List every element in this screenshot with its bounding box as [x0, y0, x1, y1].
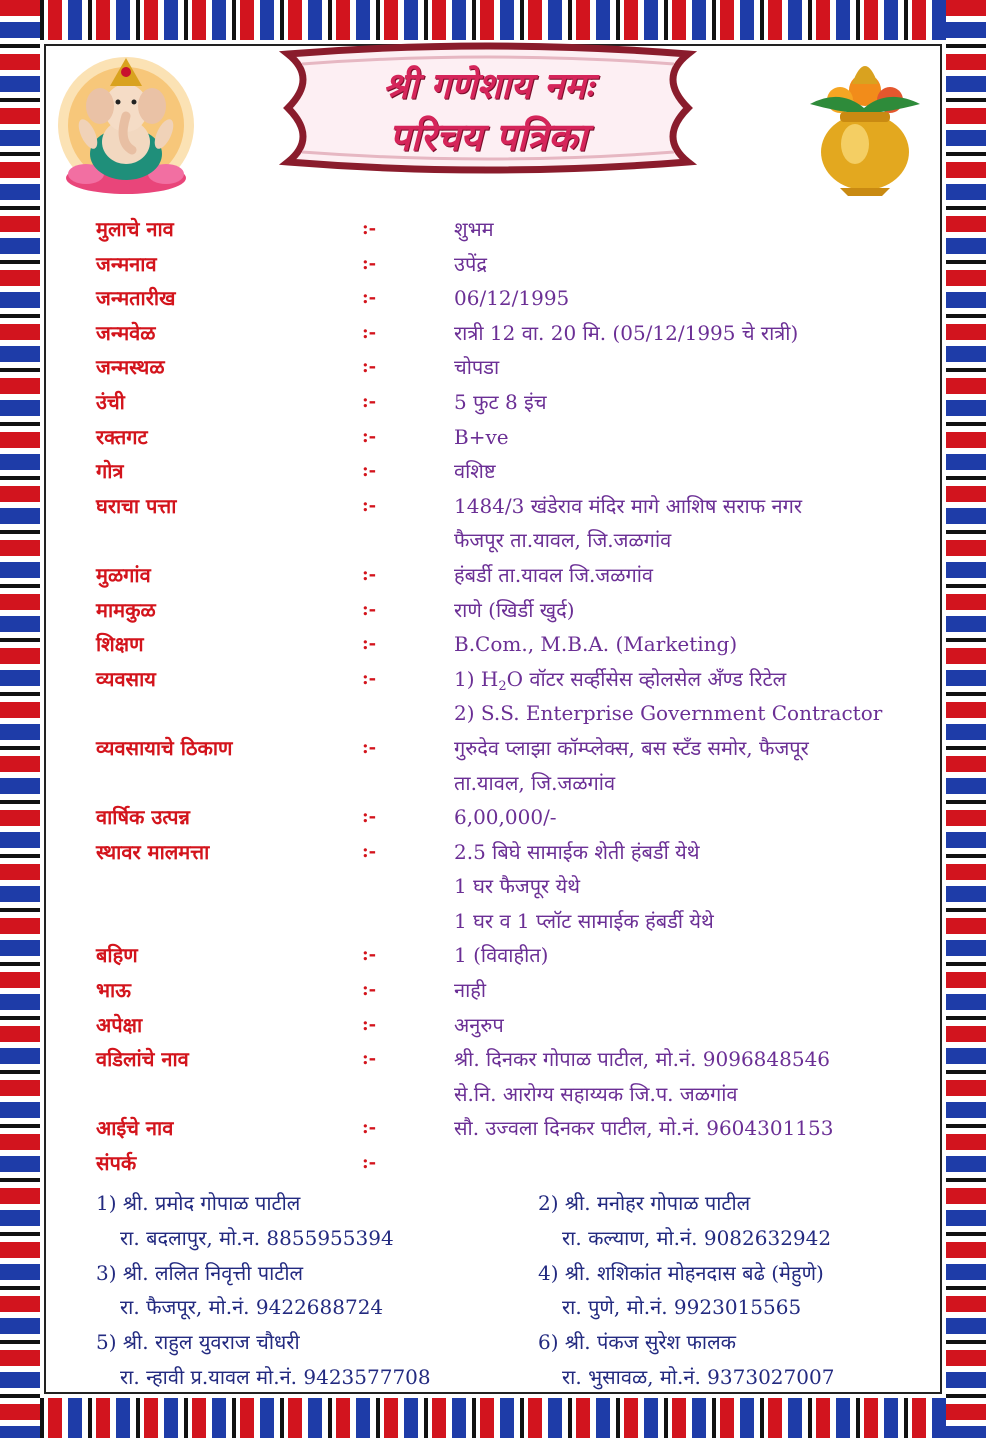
detail-value: 1 घर व 1 प्लॉट सामाईक हंबर्डी येथे — [454, 908, 714, 933]
detail-label: जन्मनाव — [96, 251, 157, 276]
contact-item — [96, 1186, 538, 1256]
contact-item — [96, 1325, 538, 1395]
detail-label: उंची — [96, 389, 125, 414]
detail-row-birth-name — [96, 247, 916, 282]
detail-label: मामकुळ — [96, 597, 156, 622]
detail-label: व्यवसाय — [96, 666, 156, 691]
contact-detail: रा. भुसावळ, मो.नं. 9373027007 — [562, 1364, 835, 1389]
title-shree-ganeshaya: श्री गणेशाय नमः — [383, 66, 593, 107]
detail-value: 06/12/1995 — [454, 286, 570, 311]
detail-separator: :- — [362, 218, 377, 239]
detail-value: श्री. दिनकर गोपाळ पाटील, मो.नं. 9096848546 — [454, 1047, 831, 1072]
detail-separator: :- — [362, 1048, 377, 1070]
detail-value: शुभम — [454, 217, 494, 241]
detail-separator: :- — [362, 425, 377, 447]
detail-value: गुरुदेव प्लाझा कॉम्प्लेक्स, बस स्टँड समोर, फैजपूर — [454, 735, 809, 760]
detail-row-gotra — [96, 454, 916, 489]
detail-value: 1484/3 खंडेराव मंदिर मागे आशिष सराफ नगर — [454, 493, 803, 518]
contact-detail: रा. न्हावी प्र.यावल मो.नं. 9423577708 — [120, 1364, 431, 1389]
contact-detail: रा. बदलापुर, मो.न. 8855955394 — [120, 1225, 394, 1250]
contact-name: 5) श्री. राहुल युवराज चौधरी — [96, 1330, 300, 1355]
kalash-icon — [800, 48, 930, 198]
detail-row-mother-name — [96, 1111, 916, 1146]
contact-detail: रा. पुणे, मो.नं. 9923015565 — [562, 1295, 802, 1320]
detail-value: ता.यावल, जि.जळगांव — [454, 770, 616, 795]
detail-row-birth-date — [96, 281, 916, 316]
detail-label: जन्मस्थळ — [96, 355, 165, 380]
detail-value: 1 (विवाहीत) — [454, 943, 549, 968]
detail-label: आईचे नाव — [96, 1116, 174, 1141]
detail-value: हंबर्डी ता.यावल जि.जळगांव — [454, 562, 654, 587]
detail-row-maternal-family — [96, 593, 916, 628]
detail-label: जन्मवेळ — [96, 320, 156, 345]
detail-label: घराचा पत्ता — [96, 493, 177, 518]
detail-value: B.Com., M.B.A. (Marketing) — [454, 632, 738, 657]
detail-separator: :- — [362, 1152, 377, 1174]
contact-name: 1) श्री. प्रमोद गोपाळ पाटील — [96, 1191, 301, 1215]
biodata-details — [96, 212, 916, 1181]
detail-row-property — [96, 835, 916, 939]
detail-value: राणे (खिर्डी खुर्द) — [454, 597, 575, 622]
detail-separator: :- — [362, 979, 377, 1001]
detail-row-sister — [96, 938, 916, 973]
contact-name: 3) श्री. ललित निवृत्ती पाटील — [96, 1260, 304, 1285]
detail-label: भाऊ — [96, 978, 131, 1003]
detail-value: 5 फुट 8 इंच — [454, 389, 547, 414]
detail-value: उपेंद्र — [454, 251, 487, 276]
detail-row-education — [96, 627, 916, 662]
detail-row-native-village — [96, 558, 916, 593]
detail-row-address — [96, 489, 916, 558]
decorative-border-top — [0, 0, 986, 40]
detail-label: वडिलांचे नाव — [96, 1047, 189, 1072]
detail-separator: :- — [362, 390, 377, 412]
detail-label: मुलाचे नाव — [96, 217, 174, 241]
detail-value: से.नि. आरोग्य सहाय्यक जि.प. जळगांव — [454, 1081, 738, 1106]
contact-name: 6) श्री. पंकज सुरेश फालक — [538, 1330, 737, 1355]
detail-label: बहिण — [96, 943, 138, 968]
detail-value: 1 घर फैजपूर येथे — [454, 874, 580, 899]
business-prefix: 1) H — [454, 666, 499, 691]
detail-value: 2.5 बिघे सामाईक शेती हंबर्डी येथे — [454, 839, 700, 864]
contact-name: 2) श्री. मनोहर गोपाळ पाटील — [538, 1191, 751, 1215]
detail-label: वार्षिक उत्पन्न — [96, 805, 190, 830]
detail-separator: :- — [362, 287, 377, 309]
detail-row-occupation — [96, 662, 916, 731]
detail-row-father-name — [96, 1042, 916, 1111]
contact-item — [96, 1256, 538, 1326]
detail-row-name — [96, 212, 916, 247]
business-suffix: O वॉटर सर्व्हीसेस व्होलसेल अँण्ड रिटेल — [506, 666, 787, 691]
detail-row-birth-time — [96, 316, 916, 351]
detail-value: B+ve — [454, 424, 509, 449]
decorative-border-right — [946, 0, 986, 1438]
detail-value: चोपडा — [454, 355, 500, 380]
contact-list — [96, 1186, 916, 1395]
decorative-border-left — [0, 0, 40, 1438]
detail-row-annual-income — [96, 800, 916, 835]
detail-separator: :- — [362, 633, 377, 655]
detail-row-work-place — [96, 731, 916, 800]
detail-value-business-1 — [454, 662, 916, 697]
detail-label: मुळगांव — [96, 562, 151, 587]
contact-name: 4) श्री. शशिकांत मोहनदास बढे (मेहुणे) — [538, 1260, 824, 1285]
decorative-border-bottom — [0, 1398, 986, 1438]
detail-label: शिक्षण — [96, 632, 144, 657]
detail-separator: :- — [362, 736, 377, 758]
detail-label: स्थावर मालमत्ता — [96, 839, 210, 864]
detail-separator: :- — [362, 563, 377, 585]
detail-value: वशिष्ट — [454, 459, 496, 484]
detail-row-blood-group — [96, 420, 916, 455]
contact-detail: रा. फैजपूर, मो.नं. 9422688724 — [120, 1295, 384, 1320]
detail-separator: :- — [362, 494, 377, 516]
detail-row-expectation — [96, 1008, 916, 1043]
detail-row-brother — [96, 973, 916, 1008]
detail-row-height — [96, 385, 916, 420]
contact-item — [538, 1256, 916, 1326]
detail-separator: :- — [362, 806, 377, 828]
contact-item — [538, 1325, 916, 1395]
detail-separator: :- — [362, 1117, 377, 1139]
detail-row-birth-place — [96, 350, 916, 385]
detail-row-contact — [96, 1146, 916, 1181]
detail-value: फैजपूर ता.यावल, जि.जळगांव — [454, 528, 672, 553]
detail-separator: :- — [362, 252, 377, 274]
title-parichay-patrika: परिचय पत्रिका — [389, 115, 587, 159]
detail-label: जन्मतारीख — [96, 286, 176, 311]
detail-separator: :- — [362, 944, 377, 966]
business-subscript: 2 — [498, 678, 507, 694]
detail-separator: :- — [362, 840, 377, 862]
detail-separator: :- — [362, 321, 377, 343]
detail-value: 6,00,000/- — [454, 805, 557, 830]
detail-value: सौ. उज्वला दिनकर पाटील, मो.नं. 9604301153 — [454, 1116, 834, 1141]
detail-separator: :- — [362, 598, 377, 620]
detail-label: रक्तगट — [96, 424, 148, 449]
detail-value: नाही — [454, 978, 487, 1003]
contact-detail: रा. कल्याण, मो.नं. 9082632942 — [562, 1225, 832, 1250]
detail-separator: :- — [362, 667, 377, 689]
ganesha-icon — [56, 50, 196, 200]
detail-value: अनुरुप — [454, 1012, 504, 1037]
detail-value: 2) S.S. Enterprise Government Contractor — [454, 701, 883, 726]
detail-separator: :- — [362, 1013, 377, 1035]
detail-label: संपर्क — [96, 1151, 137, 1176]
detail-value: रात्री 12 वा. 20 मि. (05/12/1995 चे रात्री) — [454, 320, 799, 345]
detail-separator: :- — [362, 356, 377, 378]
detail-label: व्यवसायाचे ठिकाण — [96, 735, 233, 760]
detail-separator: :- — [362, 460, 377, 482]
detail-label: गोत्र — [96, 459, 124, 484]
detail-label: अपेक्षा — [96, 1012, 143, 1037]
contact-item — [538, 1186, 916, 1256]
